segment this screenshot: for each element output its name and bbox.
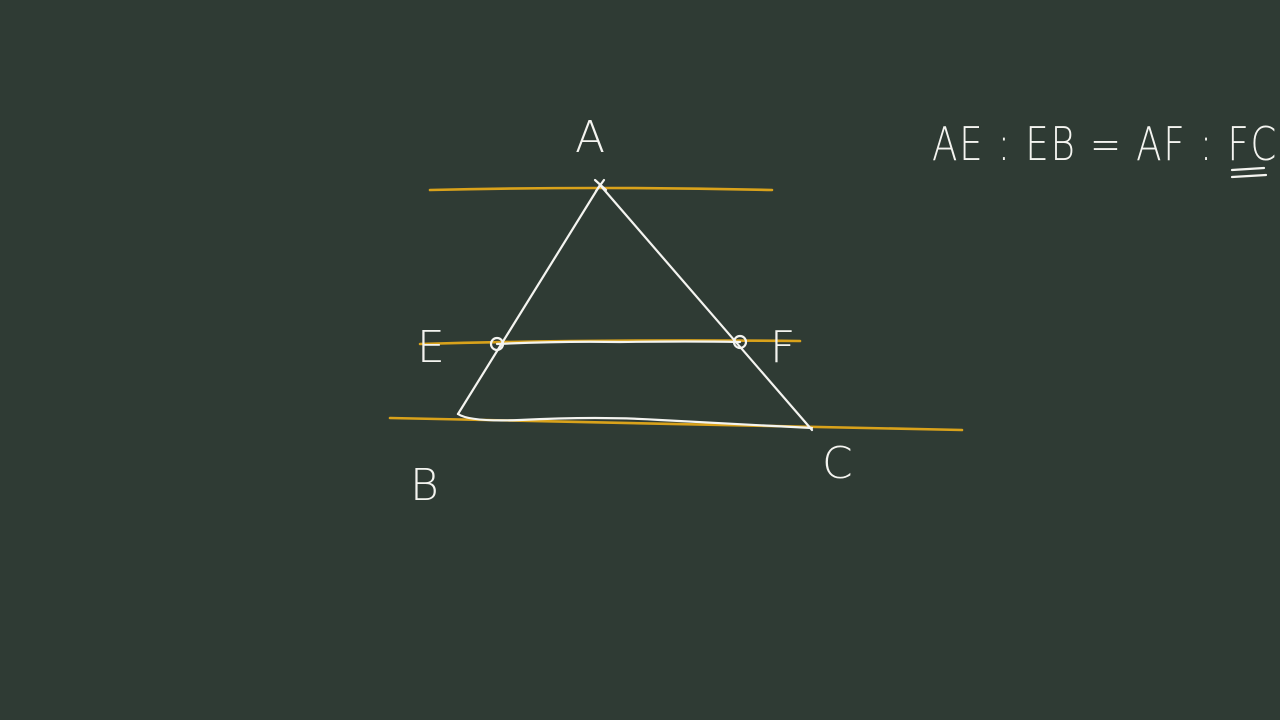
side-ab: [458, 185, 600, 414]
side-bc: [458, 414, 812, 428]
segment-ef: [497, 342, 740, 345]
label-f: F: [770, 322, 796, 373]
parallel-line-top: [430, 188, 772, 190]
label-a: A: [575, 112, 606, 163]
proportion-equation: AE : EB = AF : FC: [932, 117, 1278, 171]
label-e: E: [417, 322, 445, 373]
label-b: B: [410, 460, 439, 511]
side-ac: [600, 185, 812, 430]
label-c: C: [822, 438, 853, 489]
vertex-mark-a: [595, 180, 606, 191]
